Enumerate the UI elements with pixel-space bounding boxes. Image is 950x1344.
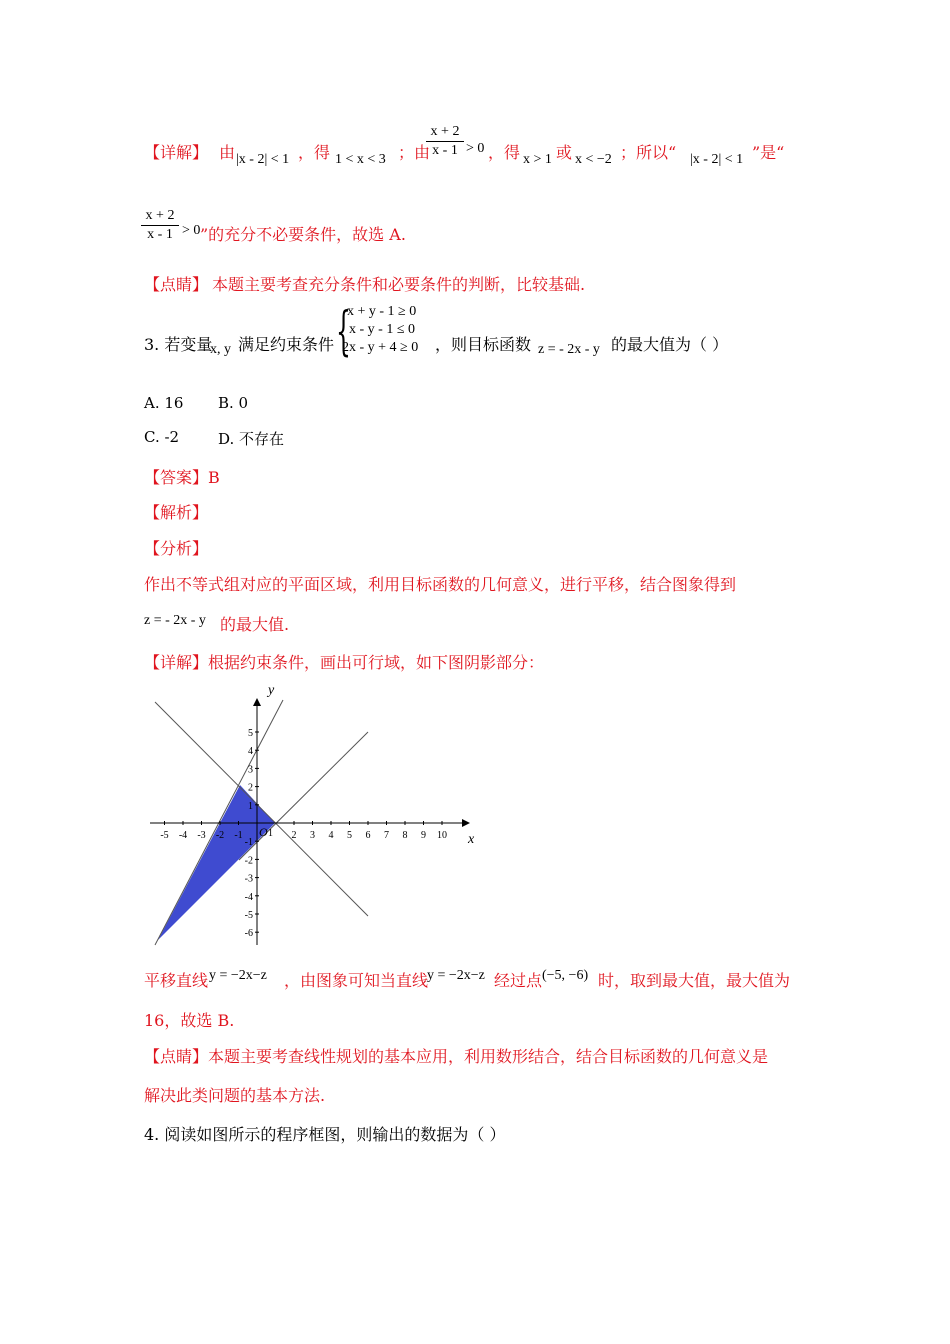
jiexi-tag: 【解析】 <box>144 503 209 522</box>
analysis-line-1: 作出不等式组对应的平面区域，利用目标函数的几何意义，进行平移，结合图象得到 <box>144 575 737 594</box>
y-tick-label: -2 <box>244 855 253 867</box>
math-abs-ineq: |x - 2| < 1 <box>236 152 290 167</box>
fraction-numerator-2: x + 2 <box>145 208 175 223</box>
x-tick-label: 4 <box>328 830 334 841</box>
constraint-2: x - y - 1 ≤ 0 <box>349 322 416 337</box>
text-semi-you: ；由 <box>398 143 431 162</box>
detail-text: 根据约束条件，画出可行域，如下图阴影部分： <box>208 653 545 672</box>
comment-q3-tag: 【点睛】 <box>144 1047 209 1066</box>
translate-1: 平移直线 <box>144 971 209 990</box>
x-ticks <box>160 821 447 841</box>
y-tick-label: -6 <box>244 928 253 940</box>
x-tick-label: 2 <box>291 830 297 841</box>
answer-tag-label: 【答案】 <box>144 468 209 487</box>
y-tick-label: 2 <box>248 782 253 794</box>
y-tick-label: -3 <box>244 873 253 885</box>
fraction-denominator-2: x - 1 <box>147 227 173 242</box>
y-tick-label: -5 <box>244 910 253 921</box>
detail-tag: 【详解】 <box>144 143 209 162</box>
q3-suffix: 的最大值为（ ） <box>611 335 729 354</box>
option-d: D. 不存在 <box>218 430 285 448</box>
analysis-expr: z = - 2x - y <box>144 613 206 628</box>
conclusion-text: ”的充分不必要条件，故选 A. <box>200 225 406 244</box>
fraction-denominator: x - 1 <box>432 143 458 158</box>
feasible-region-graph <box>140 678 485 950</box>
x-tick-label: -1 <box>234 830 243 841</box>
comment-tag: 【点睛】 <box>144 275 209 294</box>
answer-tag <box>144 465 220 488</box>
translate-point: (−5, −6) <box>542 968 589 983</box>
brace: { <box>336 302 351 362</box>
x-axis-label: x <box>468 832 475 847</box>
translate-line-expr: y = −2x−z <box>209 968 267 983</box>
y-tick-label: -1 <box>244 837 253 849</box>
fenxi-tag: 【分析】 <box>144 539 209 558</box>
x-tick-label: 9 <box>421 830 426 841</box>
fraction-bar <box>426 141 464 142</box>
math-gt0: > 0 <box>466 141 485 156</box>
x-tick-label: 10 <box>437 830 447 841</box>
y-tick-label: 5 <box>248 728 253 739</box>
q3-objective: z = - 2x - y <box>538 342 600 357</box>
text-shi: ”是“ <box>752 143 785 162</box>
x-tick-label: 8 <box>402 830 408 841</box>
x-tick-label: -2 <box>215 830 225 841</box>
comment-q3 <box>144 1044 768 1067</box>
fraction-2 <box>141 208 179 243</box>
x-tick-label: 7 <box>384 830 389 841</box>
constraint-1: x + y - 1 ≥ 0 <box>347 304 417 319</box>
option-b: B. 0 <box>218 394 249 412</box>
fraction <box>426 124 464 159</box>
translate-2: ，由图象可知当直线 <box>284 971 429 990</box>
y-tick-label: -4 <box>244 891 253 903</box>
q3-objective-text: ，则目标函数 <box>435 335 532 354</box>
x-tick-label: 6 <box>365 830 371 841</box>
text-de2: ，得 <box>488 143 521 162</box>
fraction-numerator: x + 2 <box>430 124 460 139</box>
constraint-3: 2x - y + 4 ≥ 0 <box>342 340 419 355</box>
x-axis-arrow <box>462 819 470 827</box>
option-a: A. 16 <box>144 394 184 412</box>
translate-5: 16，故选 B. <box>144 1011 235 1030</box>
origin-label: O <box>259 825 268 839</box>
tick-one-label: 1 <box>268 828 273 839</box>
y-tick-label: 3 <box>248 764 253 776</box>
detail-tag-q3 <box>144 650 544 673</box>
x-tick-label: -3 <box>197 830 206 841</box>
math-abs-ineq-2: |x - 2| < 1 <box>690 152 744 167</box>
translate-4: 时，取到最大值，最大值为 <box>598 971 791 990</box>
comment-q3-line-1: 本题主要考查线性规划的基本应用，利用数形结合，结合目标函数的几何意义是 <box>208 1047 769 1066</box>
text-you: 由 <box>219 143 236 162</box>
x-tick-label: 5 <box>347 830 352 841</box>
option-c: C. -2 <box>144 428 180 446</box>
y-axis-arrow <box>253 698 261 706</box>
math-range: 1 < x < 3 <box>335 152 386 167</box>
fraction-bar-2 <box>141 225 179 226</box>
y-tick-label: 4 <box>248 746 253 758</box>
q3-prefix: 3. 若变量 <box>144 335 213 354</box>
math-x-gt-1: x > 1 <box>523 152 552 167</box>
answer-value: B <box>208 468 220 487</box>
text-suoyi: ；所以“ <box>620 143 677 162</box>
text-de: ，得 <box>298 143 331 162</box>
x-tick-label: -4 <box>178 830 188 841</box>
comment-text: 本题主要考查充分条件和必要条件的判断，比较基础. <box>212 275 586 294</box>
translate-3: 经过点 <box>494 971 543 990</box>
x-tick-label: 3 <box>310 830 315 841</box>
translate-line-expr-2: y = −2x−z <box>427 968 485 983</box>
math-x-lt-neg2: x < −2 <box>575 152 612 167</box>
analysis-line-2: 的最大值. <box>220 615 290 634</box>
q3-vars: x, y <box>210 342 231 357</box>
y-tick-label: 1 <box>248 800 253 812</box>
math-gt0-2: > 0 <box>182 223 201 238</box>
q3-mid: 满足约束条件 <box>238 335 335 354</box>
x-tick-label: -5 <box>160 830 169 841</box>
text-huo: 或 <box>556 143 573 162</box>
y-axis-label: y <box>268 683 275 698</box>
detail-tag-label: 【详解】 <box>144 653 209 672</box>
comment-q3-line-2: 解决此类问题的基本方法. <box>144 1086 326 1105</box>
q4-text: 4. 阅读如图所示的程序框图，则输出的数据为（ ） <box>144 1125 506 1144</box>
